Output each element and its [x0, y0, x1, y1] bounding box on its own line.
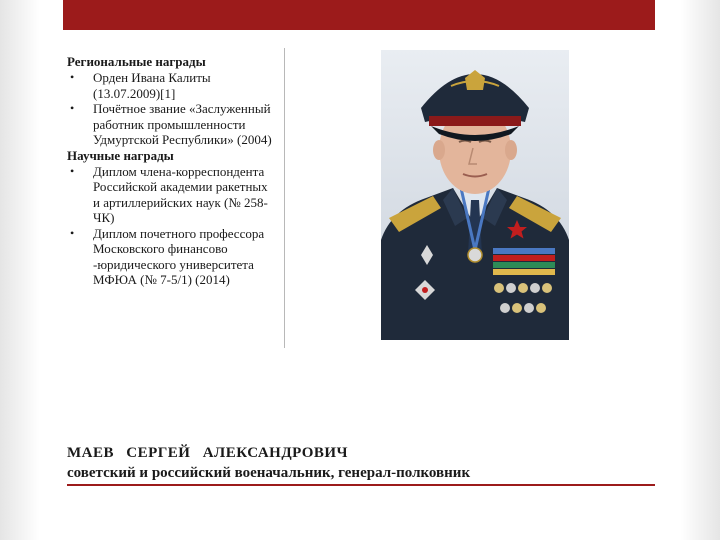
list-item: [67, 101, 277, 148]
portrait-illustration: [381, 50, 569, 340]
slide-shadow-right: [680, 0, 720, 540]
person-description: советский и российский военачальник, генерал-полковник: [67, 465, 471, 481]
list-item: [67, 226, 277, 288]
scientific-awards-heading: Научные награды: [67, 147, 174, 163]
list-item: [67, 70, 277, 101]
bottom-accent-rule: [67, 484, 655, 486]
award-text: Диплом почетного профессора Московского финансово -юридического университета МФЮА (№ 7-5/1) (2014): [93, 225, 265, 287]
award-text: Почётное звание «Заслуженный работник промышленности Удмуртской Республики» (2004): [93, 101, 272, 147]
portrait-photo: [381, 50, 569, 340]
award-text: Диплом члена-корреспондента Российской академии ракетных и артиллерийских наук (№ 258-ЧК): [93, 163, 268, 225]
top-accent-bar: [63, 0, 655, 30]
person-caption: [67, 443, 667, 483]
list-item: [67, 164, 277, 226]
column-divider: [284, 48, 285, 348]
award-text: Орден Ивана Калиты (13.07.2009)[1]: [93, 70, 211, 101]
regional-awards-heading: Региональные награды: [67, 54, 206, 69]
bullet-icon: •: [70, 101, 75, 115]
person-name: МАЕВ СЕРГЕЙ АЛЕКСАНДРОВИЧ: [67, 445, 349, 461]
bullet-icon: •: [70, 163, 75, 178]
regional-awards-list: [67, 70, 277, 148]
slide-shadow-left: [0, 0, 40, 540]
awards-column: [67, 54, 277, 288]
bullet-icon: •: [70, 70, 75, 84]
bullet-icon: •: [70, 225, 75, 240]
scientific-awards-list: [67, 164, 277, 288]
